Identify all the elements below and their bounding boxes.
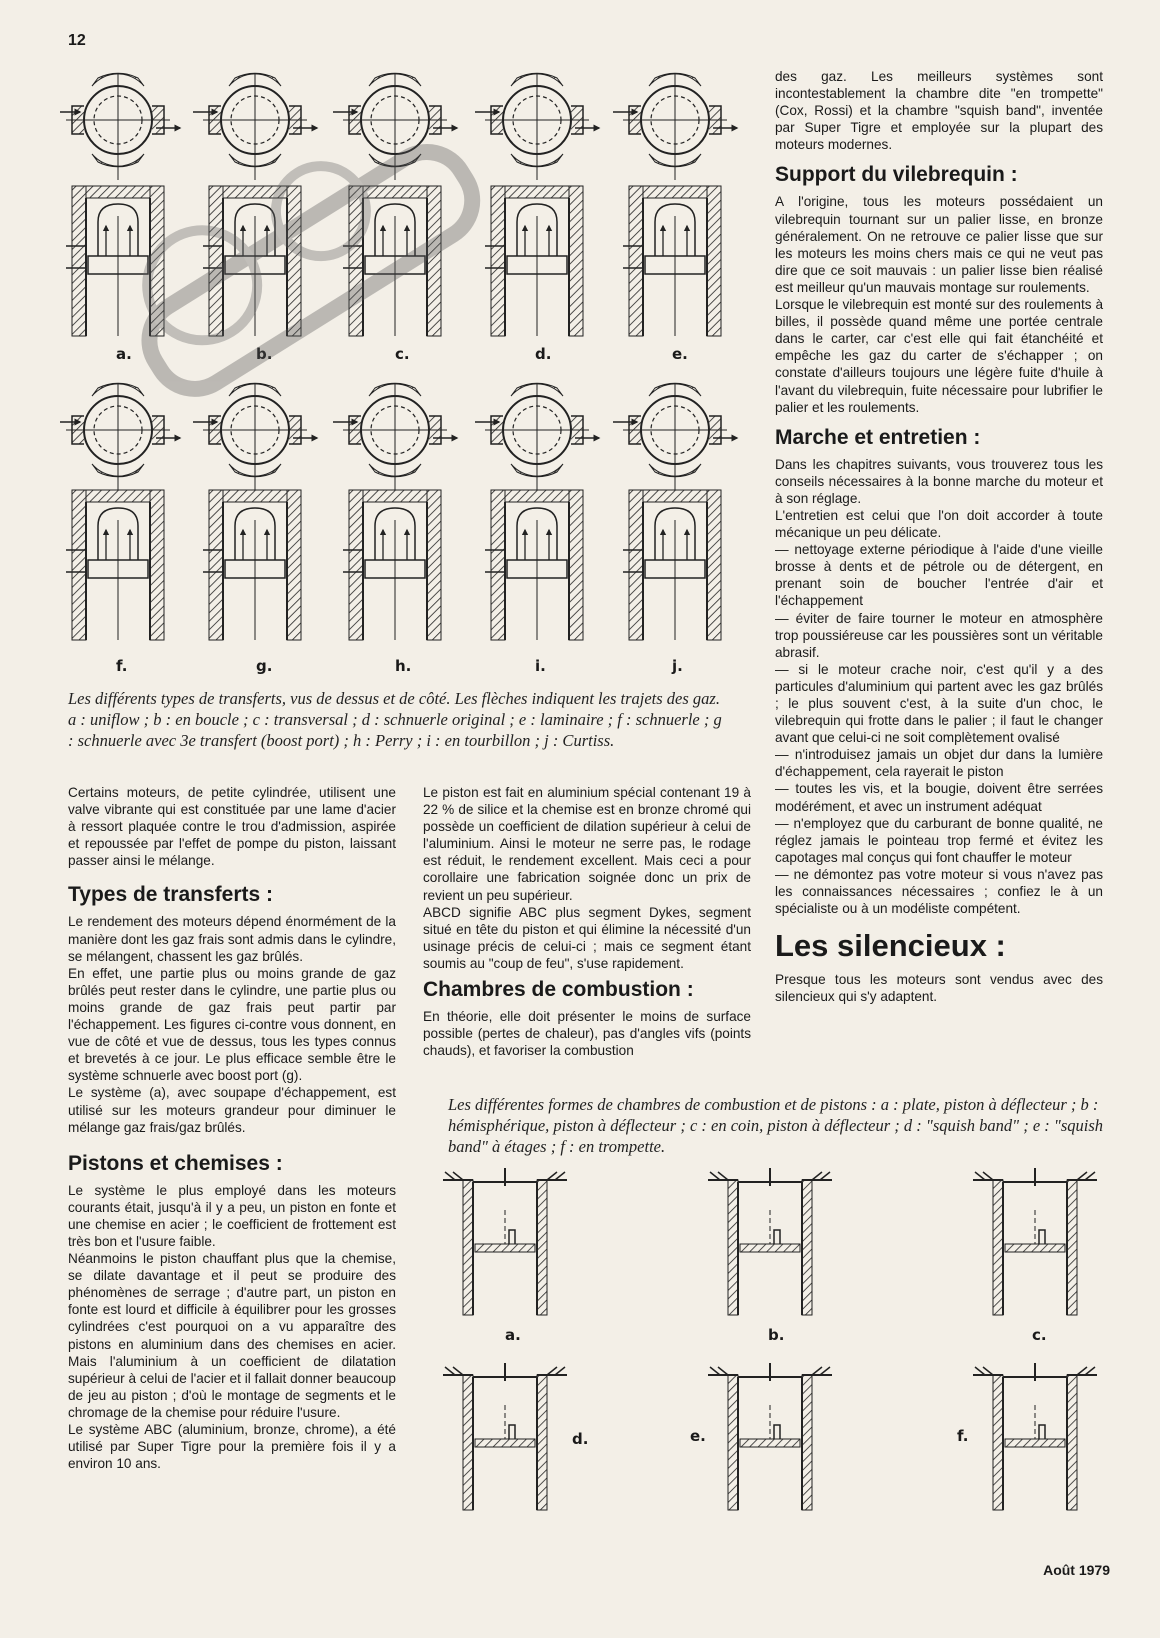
- intro-paragraph: Certains moteurs, de petite cylindrée, utilisent une valve vibrante qui est constituée par une lame d'acier à ressort plaquée contre le trou d'admission, aspirée et repoussée par l'effet de pompe du piston, laissant passer ainsi le mélange.: [68, 785, 396, 869]
- fig2-label-f: f.: [957, 1427, 969, 1445]
- issue-date: Août 1979: [1043, 1562, 1110, 1578]
- heading-types-transferts: Types de transferts :: [68, 883, 274, 907]
- fig1-label-i: i.: [535, 657, 546, 675]
- fig2-caption: Les différentes formes de chambres de combustion et de pistons : a : plate, piston à déflecteur ; b : hémisphérique, piston à déflecteur ; c : en coin, piston à déflecteur ; d : "squish band" ; e : "squish band" à étages ; f : en trompette.: [448, 1095, 1103, 1156]
- types-paragraph-2: En effet, une partie plus ou moins grande de gaz brûlés peut rester dans le cylindre, une partie plus ou moins grande de gaz frais peut partir par l'échappement. Les figures ci-contre vous donnent, en vue de côté et vue de dessus, tous les types connus et brevetés à ce jour. Le plus efficace semble être le système schnuerle avec boost port (g).: [68, 965, 396, 1084]
- fig1-label-h: h.: [395, 657, 412, 675]
- maintenance-item: — éviter de faire tourner le moteur en atmosphère trop poussiéreuse car les poussières sont un véritable abrasif.: [775, 610, 1103, 660]
- middle-column: [423, 784, 751, 1059]
- maintenance-item: — toutes les vis, et la bougie, doivent être serrées modérément, et avec un instrument adéquat: [775, 781, 1103, 814]
- types-paragraph-3: Le système (a), avec soupape d'échappement, est utilisé sur les moteurs grandeur pour diminuer le mélange gaz frais/gaz brûlés.: [68, 1085, 396, 1135]
- heading-marche-entretien: Marche et entretien :: [775, 425, 981, 449]
- fig1-label-a: a.: [116, 345, 132, 363]
- right-paragraph-3: Dans les chapitres suivants, vous trouverez tous les conseils nécessaires à la bonne marche du moteur et à son réglage.: [775, 456, 1103, 506]
- transfer-types-figure: [60, 68, 750, 688]
- maintenance-item: — nettoyage externe périodique à l'aide d'une vieille brosse à dents et de pétrole ou de détergent, en prenant soin de boucher l'entrée d'air et l'échappement: [775, 542, 1103, 609]
- right-column: [775, 68, 1103, 1005]
- fig2-label-b: b.: [768, 1326, 785, 1344]
- pistons-paragraph-1: Le système le plus employé dans les moteurs courants était, jusqu'à il y a peu, un piston en fonte et une chemise en acier ; le coefficient de frottement est très bon et l'usure faible.: [68, 1182, 396, 1249]
- fig1-label-b: b.: [256, 345, 273, 363]
- maintenance-item: — ne démontez pas votre moteur si vous n'avez pas les connaissances nécessaires ; confiez le à un spécialiste ou à un modéliste compétent.: [775, 866, 1103, 917]
- pistons-paragraph-3: Le système ABC (aluminium, bronze, chrome), a été utilisé par Super Tigre pour la première fois il y a environ 10 ans.: [68, 1422, 396, 1472]
- fig1-label-g: g.: [256, 657, 273, 675]
- fig2-label-d: d.: [572, 1430, 589, 1448]
- right-paragraph-1: A l'origine, tous les moteurs possédaient un vilebrequin tournant sur un palier lisse, en bronze généralement. On ne retrouve ce palier lisse que sur les moteurs les moins chers mais ce qui ne veut pas dire que ce soit mauvais : un palier lisse bien réalisé est meilleur qu'un mauvais montage sur roulements.: [775, 194, 1103, 295]
- fig1-label-d: d.: [535, 345, 552, 363]
- fig1-label-j: j.: [672, 657, 683, 675]
- fig2-label-a: a.: [505, 1326, 521, 1344]
- fig1-label-e: e.: [672, 345, 688, 363]
- middle-paragraph-3: En théorie, elle doit présenter le moins de surface possible (pertes de chaleur), pas d'angles vifs (points chauds), et favoriser la combustion: [423, 1009, 751, 1059]
- fig1-label-c: c.: [395, 345, 410, 363]
- heading-silencieux: Les silencieux :: [775, 928, 1006, 964]
- middle-paragraph-2: ABCD signifie ABC plus segment Dykes, segment situé en tête du piston et qui élimine la nécessité d'un usinage précis de celui-ci ; mais ce segment étant soumis au "coup de feu", s'use rapidement.: [423, 904, 751, 971]
- types-paragraph-1: Le rendement des moteurs dépend énormément de la manière dont les gaz frais sont admis dans le cylindre, se mélangent, chassent les gaz brûlés.: [68, 914, 396, 964]
- right-paragraph-4: L'entretien est celui que l'on doit accorder à toute mécanique un peu délicate.: [775, 507, 1103, 541]
- left-column: [68, 784, 396, 1472]
- maintenance-item: — n'employez que du carburant de bonne qualité, ne réglez jamais le pointeau trop fermé et évitez les capotages mal conçus qui font chauffer le moteur: [775, 815, 1103, 865]
- heading-chambres-combustion: Chambres de combustion :: [423, 978, 694, 1002]
- maintenance-item: — n'introduisez jamais un objet dur dans la lumière d'échappement, cela rayerait le piston: [775, 747, 1103, 780]
- fig1-label-f: f.: [116, 657, 128, 675]
- heading-support-vilebrequin: Support du vilebrequin :: [775, 163, 1018, 187]
- right-paragraph-5: Presque tous les moteurs sont vendus avec des silencieux qui s'y adaptent.: [775, 972, 1103, 1005]
- pistons-paragraph-2: Néanmoins le piston chauffant plus que la chemise, se dilate davantage et il peut se produire des phénomènes de serrage ; d'autre part, un piston en fonte est lourd et difficile à équilibrer pour les grosses cylindrées c'est pourquoi on a vu apparaître des pistons en aluminium dans des chemises en acier. Mais l'aluminium à un coefficient de dilatation supérieur à celui de l'acier et il fallait donner beaucoup de jeu au piston ; d'où le montage de segments et le chromage de la chemise pour réduire l'usure.: [68, 1251, 396, 1420]
- right-paragraph-0: des gaz. Les meilleurs systèmes sont incontestablement la chambre dite "en trompette" (Cox, Rossi) et la chambre "squish band", inventée par Super Tigre et employée sur la plupart des moteurs modernes.: [775, 69, 1103, 153]
- maintenance-item: — si le moteur crache noir, c'est qu'il y a des particules d'aluminium qui partent avec les gaz brûlés ; le plus souvent c'est, à la suite d'un choc, le vilebrequin qui frotte dans le palier ; il faut le changer avant que celui-ci ne soit complètement ovalisé: [775, 661, 1103, 746]
- page-number: 12: [68, 32, 86, 49]
- fig2-label-c: c.: [1032, 1326, 1047, 1344]
- heading-pistons-chemises: Pistons et chemises :: [68, 1151, 283, 1175]
- middle-paragraph-1: Le piston est fait en aluminium spécial contenant 19 à 22 % de silice et la chemise est en bronze chromé qui possède un coefficient de dilation supérieur à celui de l'aluminium. Ainsi le moteur ne serre pas, le rodage est réduit, le rendement excellent. Mais ceci a pour corollaire une fabrication soignée donc un prix de revient un peu supérieur.: [423, 785, 751, 903]
- right-paragraph-2: Lorsque le vilebrequin est monté sur des roulements à billes, il possède quand même une portée centrale dans le carter, car c'est elle qui fait étanchéité et empêche les gaz du carter de s'échapper ; on constate d'ailleurs toujours une légère fuite d'huile à l'avant du vilebrequin, fuite nécessaire pour lubrifier le palier et les roulements.: [775, 297, 1103, 415]
- fig1-caption: Les différents types de transferts, vus de dessus et de côté. Les flèches indiquent les trajets des gaz. a : uniflow ; b : en boucle ; c : transversal ; d : schnuerle original ; e : laminaire ; f : schnuerle ; g : schnuerle avec 3e transfert (boost port) ; h : Perry ; i : en tourbillon ; j : Curtiss.: [68, 689, 722, 750]
- fig2-label-e: e.: [690, 1427, 706, 1445]
- combustion-chambers-figure: [430, 1160, 1120, 1530]
